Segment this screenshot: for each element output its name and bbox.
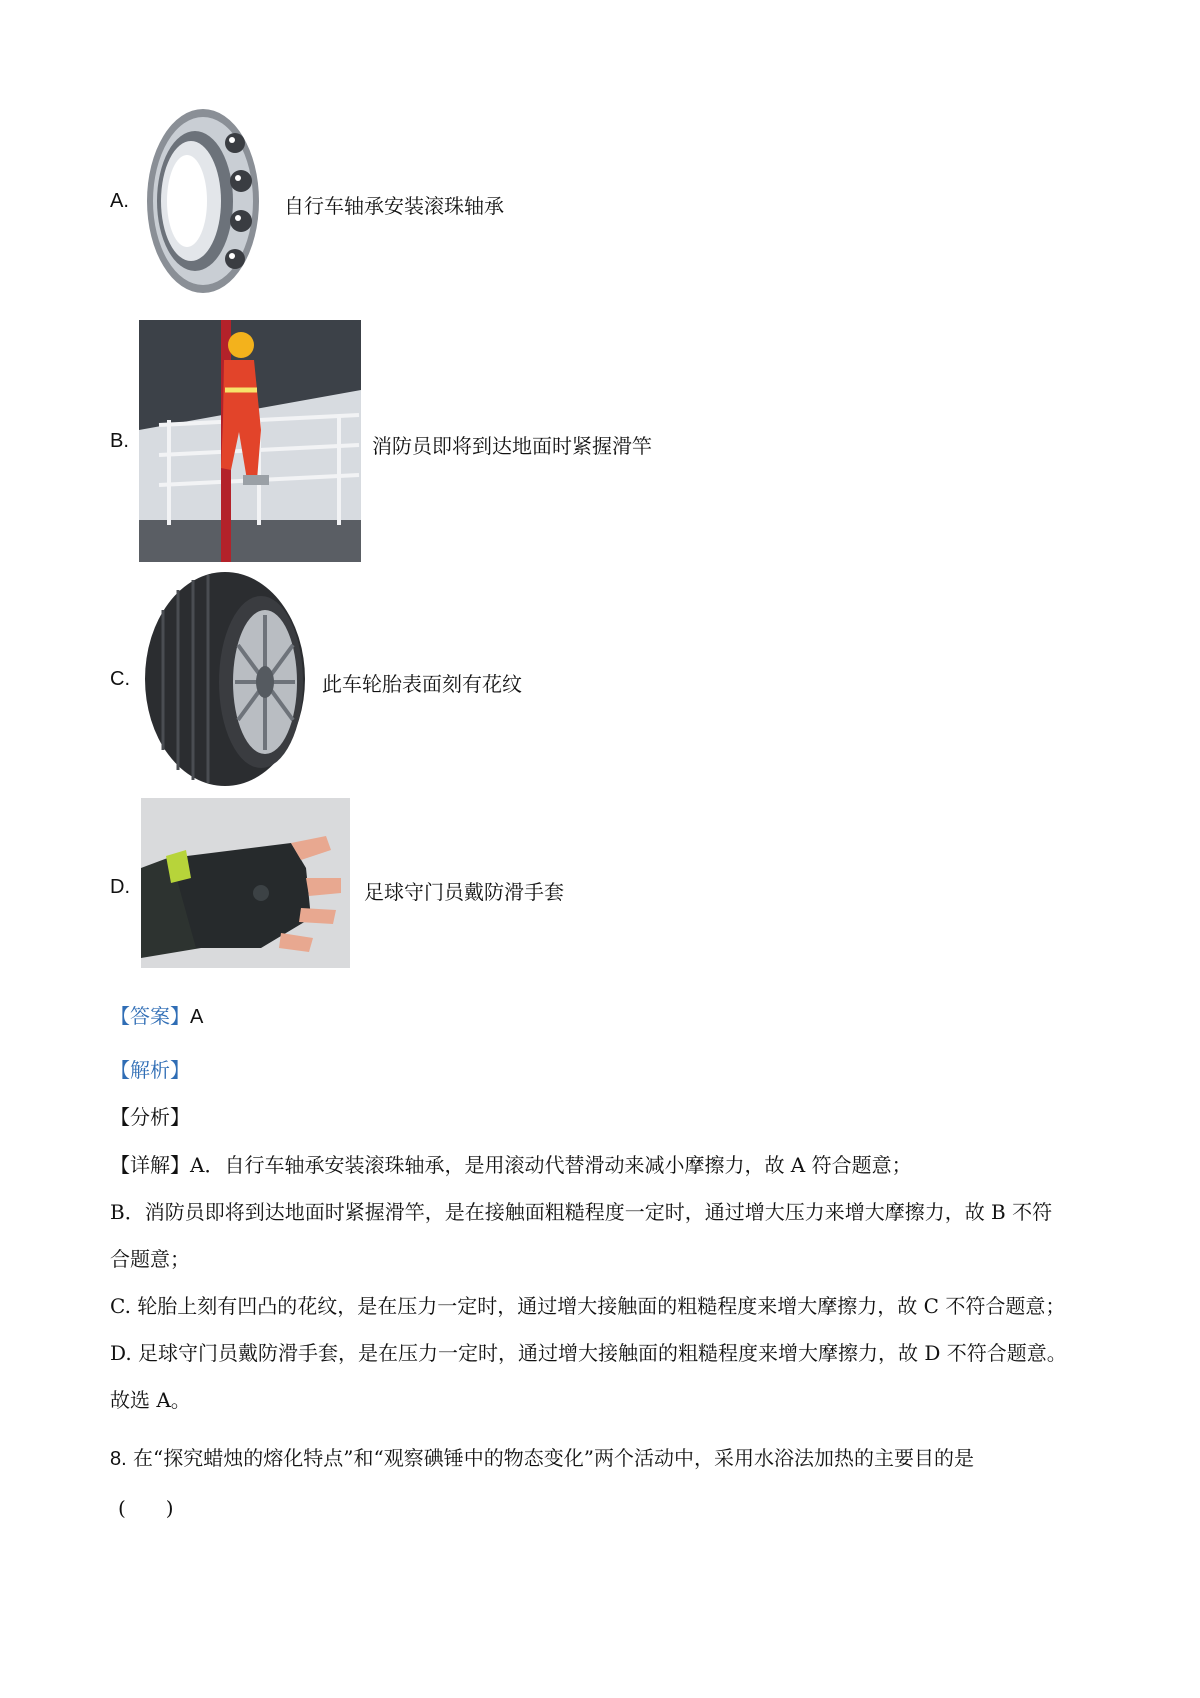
- answer-label: 【答案】: [110, 1004, 190, 1028]
- detail-text-a: A．自行车轴承安装滚珠轴承，是用滚动代替滑动来减小摩擦力，故 A 符合题意；: [190, 1153, 912, 1177]
- fenxi-label: 【分析】: [110, 1105, 190, 1129]
- detail-line-6: 故选 A。: [110, 1388, 191, 1412]
- detail-line-1: [110, 1149, 912, 1178]
- question-8-paren: ( ): [118, 1496, 174, 1520]
- option-c-letter: C.: [110, 668, 130, 690]
- detail-line-4: C. 轮胎上刻有凹凸的花纹，是在压力一定时，通过增大接触面的粗糙程度来增大摩擦力，故 C 不符合题意；: [110, 1294, 1066, 1318]
- question-8-number: 8.: [110, 1448, 127, 1470]
- ball-bearing-image: [143, 103, 263, 298]
- option-c-text: 此车轮胎表面刻有花纹: [322, 672, 522, 696]
- goalkeeper-glove-image: [141, 798, 350, 968]
- option-d-text: 足球守门员戴防滑手套: [364, 880, 564, 904]
- car-tire-image: [143, 570, 308, 788]
- option-b-letter: B.: [110, 430, 129, 452]
- option-a-letter: A.: [110, 190, 129, 212]
- detail-label: 【详解】: [110, 1153, 190, 1177]
- option-b-text: 消防员即将到达地面时紧握滑竿: [372, 434, 652, 458]
- firefighter-pole-image: [139, 320, 361, 562]
- detail-line-5: D. 足球守门员戴防滑手套，是在压力一定时，通过增大接触面的粗糙程度来增大摩擦力，故 D 不符合题意。: [110, 1341, 1067, 1365]
- answer-value: A: [190, 1006, 204, 1028]
- question-8-text: 在“探究蜡烛的熔化特点”和“观察碘锤中的物态变化”两个活动中，采用水浴法加热的主要目的是: [133, 1446, 974, 1470]
- detail-line-2: B．消防员即将到达地面时紧握滑竿，是在接触面粗糙程度一定时，通过增大压力来增大摩擦力，故 B 不符: [110, 1200, 1053, 1224]
- option-a-text: 自行车轴承安装滚珠轴承: [284, 194, 504, 218]
- detail-line-3: 合题意；: [110, 1247, 190, 1271]
- option-d-letter: D.: [110, 876, 130, 898]
- question-8-line: [110, 1442, 974, 1471]
- answer-line: [110, 1000, 203, 1029]
- analysis-label: 【解析】: [110, 1058, 190, 1082]
